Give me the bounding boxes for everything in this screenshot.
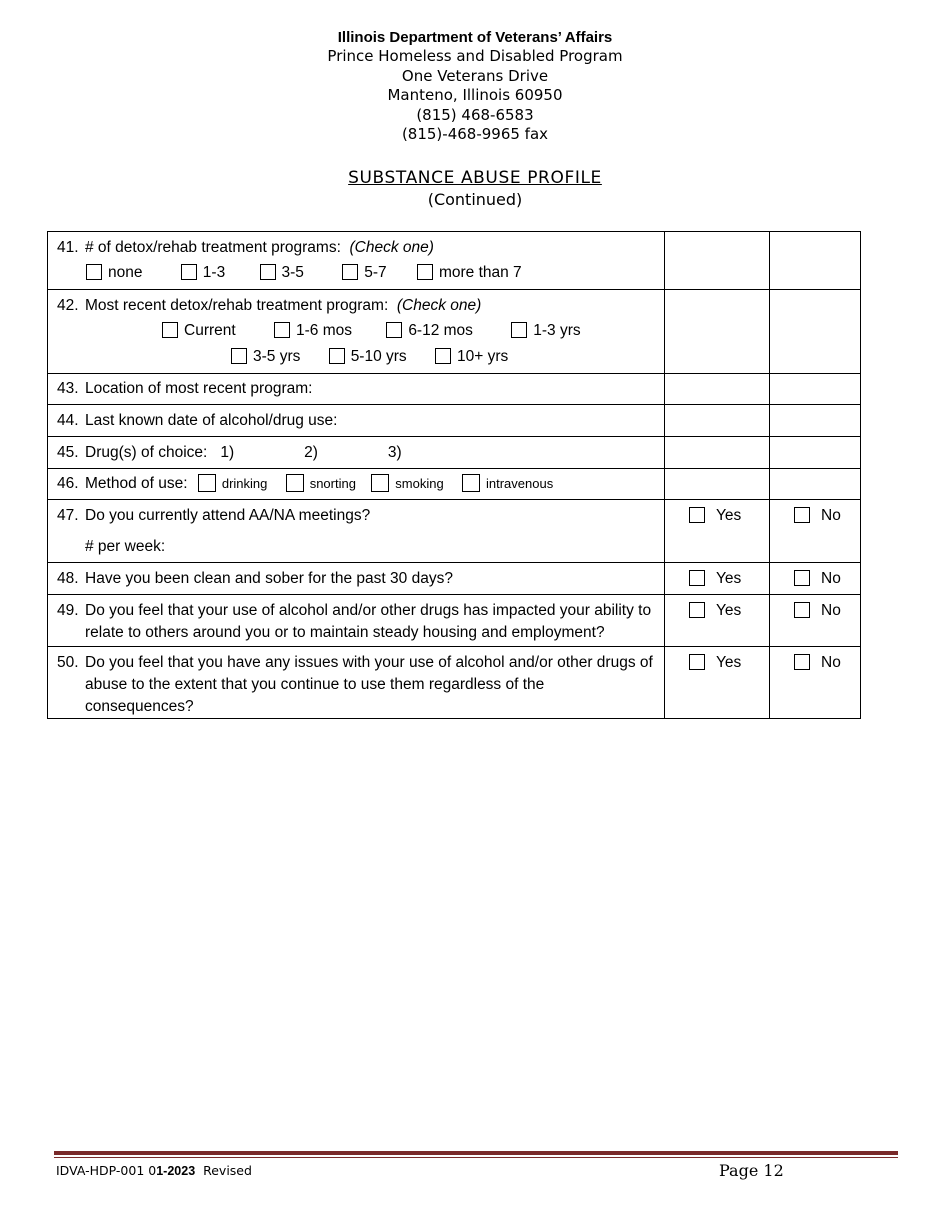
option-label: intravenous [486,476,554,491]
q45-slot-1: 1) [220,444,235,461]
checkbox[interactable] [794,507,810,523]
q48-number: 48. [57,570,79,587]
form-code [56,1163,252,1178]
yes-label: Yes [716,654,742,671]
q42-option-1-3-yrs[interactable] [511,321,580,341]
q41-option-none[interactable] [86,263,142,283]
q44-text: Last known date of alcohol/drug use: [85,412,338,429]
q50-no[interactable] [770,647,860,673]
footer-divider-thin [54,1157,898,1158]
option-label: none [108,264,143,281]
question-48-row [48,563,861,595]
option-label: 6-12 mos [408,322,473,339]
street-address: One Veterans Drive [401,66,549,85]
title-main: SUBSTANCE ABUSE PROFILE [348,168,602,188]
option-label: 1-3 [202,264,226,281]
checkbox[interactable] [198,474,216,492]
questionnaire-table [47,231,861,719]
city-address: Manteno, Illinois 60950 [387,86,563,104]
fax-number: (815)-468-9965 fax [401,125,549,143]
q45-slot-3: 3) [387,444,402,461]
checkbox[interactable] [689,570,705,586]
option-label: 5-7 [364,264,387,281]
q41-hint: (Check one) [349,239,434,256]
q49-no[interactable] [770,595,860,621]
letterhead [0,28,950,145]
phone-number: (815) 468-6583 [416,105,534,124]
checkbox[interactable] [689,507,705,523]
checkbox[interactable] [231,348,247,364]
option-label: Current [184,322,236,339]
checkbox[interactable] [342,264,358,280]
q42-text: Most recent detox/rehab treatment program: [85,297,389,314]
page-number: Page 12 [719,1161,784,1180]
q41-number: 41. [57,239,79,256]
q41-option-5-7[interactable] [342,263,386,283]
q45-answer-cell-2[interactable] [770,437,861,469]
q42-number: 42. [57,297,79,314]
q49-text-line-1: Do you feel that your use of alcohol and/or other drugs has impacted your ability to [85,602,652,619]
q42-option-1-6-mos[interactable] [274,321,352,341]
q46-option-smoking[interactable] [371,474,443,494]
q49-text-line-2: relate to others around you or to maintain steady housing and employment? [85,624,605,641]
checkbox[interactable] [511,322,527,338]
checkbox[interactable] [162,322,178,338]
checkbox[interactable] [417,264,433,280]
checkbox[interactable] [794,654,810,670]
q47-no[interactable] [770,500,860,526]
option-label: 1-6 mos [296,322,352,339]
q44-answer-cell[interactable] [665,405,770,437]
q47-per-week: # per week: [85,538,166,555]
q49-yes[interactable] [665,595,769,621]
checkbox[interactable] [86,264,102,280]
q41-text: # of detox/rehab treatment programs: [85,239,341,256]
form-code-prefix: IDVA-HDP-001 0 [56,1163,157,1178]
question-43-row [48,374,861,405]
option-label: 3-5 [281,264,304,281]
q42-option-10-plus-yrs[interactable] [435,347,508,367]
q50-text-line-2: abuse to the extent that you continue to use them regardless of the consequences? [85,676,545,715]
q47-number: 47. [57,507,79,524]
q48-text: Have you been clean and sober for the past 30 days? [85,570,453,587]
checkbox[interactable] [371,474,389,492]
q42-option-current[interactable] [162,321,236,341]
yes-label: Yes [716,570,742,587]
q47-text: Do you currently attend AA/NA meetings? [85,507,371,524]
no-label: No [821,507,841,524]
option-label: more than 7 [438,264,522,281]
option-label: 10+ yrs [457,348,509,365]
q46-option-intravenous[interactable] [462,474,553,494]
checkbox[interactable] [794,602,810,618]
q50-text-line-1: Do you feel that you have any issues with your use of alcohol and/or other drugs of [85,654,653,671]
q43-number: 43. [57,380,79,397]
yes-label: Yes [716,602,742,619]
question-47-row [48,500,861,563]
checkbox[interactable] [329,348,345,364]
q46-number: 46. [57,475,79,492]
checkbox[interactable] [286,474,304,492]
no-label: No [821,654,841,671]
form-revision-date: 1-2023 [156,1164,196,1178]
no-label: No [821,570,841,587]
checkbox[interactable] [435,348,451,364]
q42-option-5-10-yrs[interactable] [329,347,407,367]
checkbox[interactable] [462,474,480,492]
q50-number: 50. [57,654,79,671]
question-45-row [48,437,861,469]
option-label: smoking [395,476,444,491]
no-label: No [821,602,841,619]
q43-answer-cell-2[interactable] [770,374,861,405]
question-41-row [48,232,861,290]
q45-number: 45. [57,444,79,461]
yes-label: Yes [716,507,742,524]
q48-yes[interactable] [665,563,769,589]
checkbox[interactable] [260,264,276,280]
option-label: 5-10 yrs [350,348,407,365]
title-sub: (Continued) [427,190,523,209]
q50-yes[interactable] [665,647,769,673]
q41-option-more-than-7[interactable] [417,263,522,283]
checkbox[interactable] [794,570,810,586]
checkbox[interactable] [181,264,197,280]
footer-divider-thick [54,1151,898,1155]
program-name: Prince Homeless and Disabled Program [327,47,623,65]
q46-text: Method of use: [85,475,188,492]
q46-option-snorting[interactable] [286,474,356,494]
q42-hint: (Check one) [396,297,482,314]
q43-answer-cell[interactable] [665,374,770,405]
q46-option-drinking[interactable] [198,474,268,494]
q41-option-1-3[interactable] [181,263,225,283]
question-42-row [48,290,861,374]
option-label: 1-3 yrs [533,322,581,339]
page-title [0,167,950,210]
option-label: drinking [221,476,268,491]
question-44-row [48,405,861,437]
q44-number: 44. [57,412,79,429]
org-name: Illinois Department of Veterans’ Affairs [337,29,613,46]
checkbox[interactable] [689,654,705,670]
option-label: snorting [309,476,356,491]
q42-option-3-5-yrs[interactable] [231,347,300,367]
q45-text: Drug(s) of choice: [85,444,208,461]
checkbox[interactable] [689,602,705,618]
q48-no[interactable] [770,563,860,589]
option-label: 3-5 yrs [253,348,301,365]
checkbox[interactable] [386,322,402,338]
q49-number: 49. [57,602,79,619]
q42-option-6-12-mos[interactable] [386,321,473,341]
form-revised-label: Revised [203,1163,252,1178]
question-49-row [48,595,861,647]
q44-answer-cell-2[interactable] [770,405,861,437]
checkbox[interactable] [274,322,290,338]
q43-text: Location of most recent program: [85,380,313,397]
q45-slot-2: 2) [304,444,318,461]
question-46-row [48,469,861,500]
q41-option-3-5[interactable] [260,263,304,283]
q47-yes[interactable] [665,500,769,526]
q45-answer-cell[interactable] [665,437,770,469]
question-50-row [48,647,861,719]
